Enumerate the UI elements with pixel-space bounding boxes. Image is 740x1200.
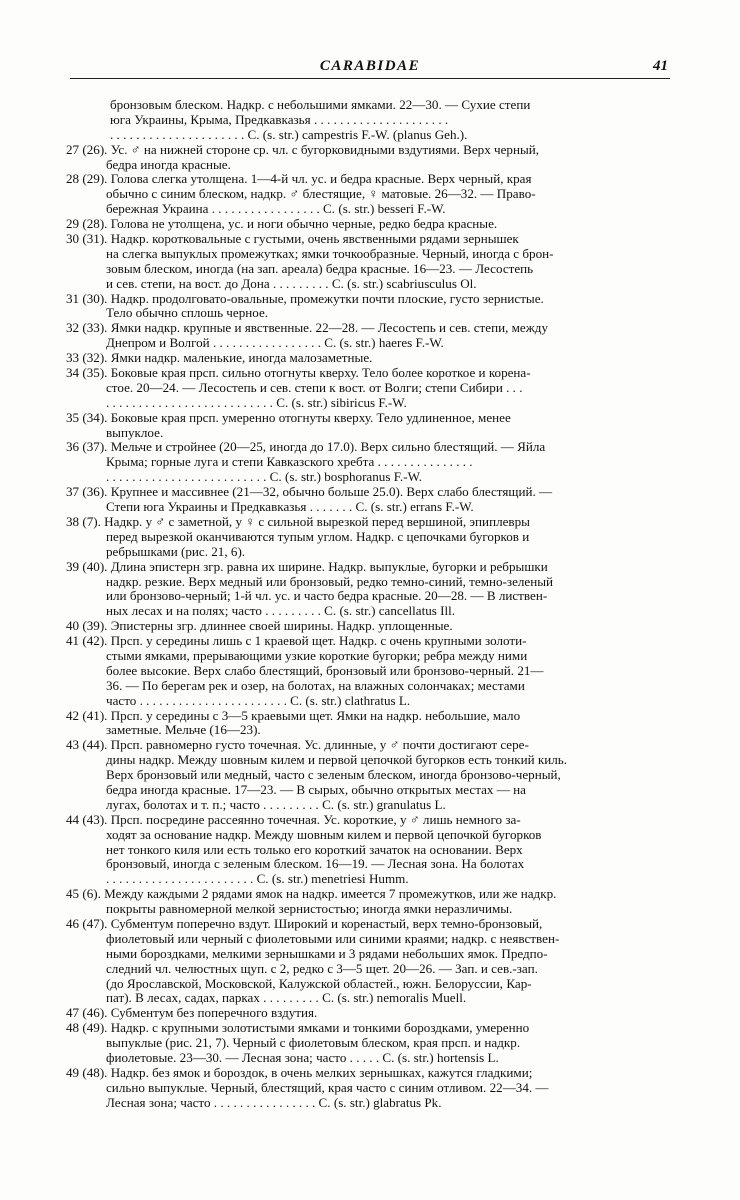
text-line: ных лесах и на полях; часто . . . . . . . . . C. (s. str.) cancellatus Ill.: [106, 604, 456, 619]
text-line: 48 (49). Надкр. с крупными золотистыми ямками и тонкими бороздками, умеренно: [66, 1021, 530, 1036]
text-line: 39 (40). Длина эпистерн згр. равна их ширине. Надкр. выпуклые, бугорки и ребрышки: [66, 559, 548, 574]
text-line: 41 (42). Прсп. у середины лишь с 1 краевой щет. Надкр. с очень крупными золоти-: [66, 634, 527, 649]
text-line: бережная Украина . . . . . . . . . . . . . . . . . C. (s. str.) besseri F.-W.: [106, 202, 446, 217]
text-line: 34 (35). Боковые края прсп. сильно отогнуты кверху. Тело более короткое и корена-: [66, 366, 531, 381]
text-line: Тело обычно сплошь черное.: [106, 306, 269, 321]
text-line: . . . . . . . . . . . . . . . . . . . . . . . C. (s. str.) menetriesi Humm.: [106, 872, 409, 887]
text-line: и сев. степи, на вост. до Дона . . . . . . . . . C. (s. str.) scabriusculus Ol.: [106, 276, 477, 291]
text-line: 29 (28). Голова не утолщена, ус. и ноги обычно черные, редко бедра красные.: [66, 217, 498, 232]
text-line: следний чл. челюстных щуп. с 2, редко с 3—5 щет. 20—26. — Зап. и сев.-зап.: [106, 961, 538, 976]
text-line: нет тонкого киля или есть только его короткий зачаток на основании. Верх: [106, 842, 523, 857]
text-line: заметные. Мельче (16—23).: [106, 723, 261, 738]
text-line: бронзовый, иногда с зеленым блеском. 16—19. — Лесная зона. На болотах: [106, 857, 525, 872]
text-line: 47 (46). Субментум без поперечного вздутия.: [66, 1006, 318, 1021]
text-line: (до Ярославской, Московской, Калужской областей., южн. Белоруссии, Кар-: [106, 976, 532, 991]
text-line: стыми ямками, прерывающими узкие короткие бугорки; ребра между ними: [106, 648, 528, 663]
text-line: фиолетовый или черный с фиолетовыми или синими краями; надкр. с неявствен-: [106, 931, 560, 946]
text-line: выпуклое.: [106, 425, 164, 440]
text-line: 40 (39). Эпистерны згр. длиннее своей ширины. Надкр. уплощенные.: [66, 619, 453, 634]
text-line: 33 (32). Ямки надкр. маленькие, иногда малозаметные.: [66, 351, 373, 366]
text-line: Лесная зона; часто . . . . . . . . . . . . . . . . C. (s. str.) glabratus Pk.: [106, 1095, 442, 1110]
text-line: . . . . . . . . . . . . . . . . . . . . . . . . . C. (s. str.) bosphoranus F.-W.: [106, 470, 422, 485]
text-line: . . . . . . . . . . . . . . . . . . . . . . . . . . C. (s. str.) sibiricus F.-W.: [106, 395, 407, 410]
text-line: на слегка выпуклых промежутках; ямки точкообразные. Черный, иногда с брон-: [106, 246, 554, 261]
text-line: 31 (30). Надкр. продолговато-овальные, промежутки почти плоские, густо зернистые.: [66, 291, 544, 306]
text-line: стое. 20—24. — Лесостепь и сев. степи к вост. от Волги; степи Сибири . . .: [106, 380, 523, 395]
text-line: 49 (48). Надкр. без ямок и бороздок, в очень мелких зернышках, кажутся гладкими;: [66, 1065, 533, 1080]
text-line: пат). В лесах, садах, парках . . . . . . . . . C. (s. str.) nemoralis Muell.: [106, 991, 467, 1006]
text-line: Степи юга Украины и Предкавказья . . . . . . . C. (s. str.) errans F.-W.: [106, 500, 474, 515]
text-line: лугах, болотах и т. п.; часто . . . . . . . . . C. (s. str.) granulatus L.: [106, 797, 446, 812]
text-line: 35 (34). Боковые края прсп. умеренно отогнуты кверху. Тело удлиненное, менее: [66, 410, 511, 425]
text-line: более высокие. Верх слабо блестящий, бронзовый или бронзово-черный. 21—: [106, 663, 544, 678]
text-line: 42 (41). Прсп. у середины с 3—5 краевыми щет. Ямки на надкр. небольшие, мало: [66, 708, 521, 723]
text-line: перед вырезкой оканчиваются тупым углом. Надкр. с цепочками бугорков и: [106, 529, 530, 544]
text-line: бронзовым блеском. Надкр. с небольшими ямками. 22—30. — Сухие степи: [110, 98, 531, 112]
text-line: ребрышками (рис. 21, 6).: [106, 544, 246, 559]
text-line: бедра иногда красные.: [106, 157, 231, 172]
header-rule: [70, 78, 670, 79]
running-title: CARABIDAE: [319, 58, 421, 74]
text-line: 37 (36). Крупнее и массивнее (21—32, обычно больше 25.0). Верх слабо блестящий. —: [66, 485, 553, 500]
text-line: 38 (7). Надкр. у ♂ с заметной, у ♀ с сильной вырезкой перед вершиной, эпиплевры: [66, 514, 530, 529]
key-text-body: [66, 98, 670, 1111]
text-line: 30 (31). Надкр. коротковальные с густыми, очень явственными рядами зернышек: [66, 232, 519, 247]
text-line: ходят за основание надкр. Между шовным килем и первой цепочкой бугорков: [106, 827, 542, 842]
text-line: обычно с синим блеском, надкр. ♂ блестящие, ♀ матовые. 26—32. — Право-: [106, 187, 536, 202]
text-line: Верх бронзовый или медный, часто с зеленым блеском, иногда бронзово-черный,: [106, 768, 561, 783]
text-line: юга Украины, Крыма, Предкавказья . . . . . . . . . . . . . . . . . . . . .: [110, 112, 449, 127]
text-line: часто . . . . . . . . . . . . . . . . . . . . . . . C. (s. str.) clathratus L.: [106, 693, 411, 708]
text-line: 32 (33). Ямки надкр. крупные и явственные. 22—28. — Лесостепь и сев. степи, между: [66, 321, 548, 336]
text-line: 36 (37). Мельче и стройнее (20—25, иногда до 17.0). Верх сильно блестящий. — Яйла: [66, 440, 546, 455]
text-line: 43 (44). Прсп. равномерно густо точечная. Ус. длинные, у ♂ почти достигают сере-: [66, 738, 529, 753]
text-line: зовым блеском, иногда (на зап. ареала) бедра красные. 16—23. — Лесостепь: [106, 261, 534, 276]
running-header: [70, 58, 670, 78]
text-line: Крыма; горные луга и степи Кавказского хребта . . . . . . . . . . . . . . .: [106, 455, 473, 470]
text-line: надкр. резкие. Верх медный или бронзовый, редко темно-синий, темно-зеленый: [106, 574, 554, 589]
text-line: ными бороздками, мелкими зернышками и 3 рядами небольших ямок. Предпо-: [106, 946, 548, 961]
text-line: или бронзово-черный; 1-й чл. ус. и часто бедра красные. 20—28. — В листвен-: [106, 589, 548, 604]
text-line: 45 (6). Между каждыми 2 рядами ямок на надкр. имеется 7 промежутков, или же надкр.: [66, 887, 557, 902]
text-line: 28 (29). Голова слегка утолщена. 1—4-й чл. ус. и бедра красные. Верх черный, края: [66, 172, 532, 187]
text-line: Днепром и Волгой . . . . . . . . . . . . . . . . . C. (s. str.) haeres F.-W.: [106, 336, 444, 351]
page-number: 41: [653, 58, 668, 74]
text-line: . . . . . . . . . . . . . . . . . . . . . C. (s. str.) campestris F.-W. (planus Geh.).: [110, 127, 468, 142]
text-line: 44 (43). Прсп. посредине рассеянно точечная. Ус. короткие, у ♂ лишь немного за-: [66, 812, 521, 827]
text-line: 46 (47). Субментум поперечно вздут. Широкий и коренастый, верх темно-бронзовый,: [66, 916, 543, 931]
text-line: фиолетовые. 23—30. — Лесная зона; часто . . . . . C. (s. str.) hortensis L.: [106, 1051, 499, 1065]
text-line: 36. — По берегам рек и озер, на болотах, на влажных солончаках; местами: [106, 678, 525, 693]
text-line: выпуклые (рис. 21, 7). Черный с фиолетовым блеском, края прсп. и надкр.: [106, 1036, 521, 1051]
text-line: 27 (26). Ус. ♂ на нижней стороне ср. чл. с бугорковидными вздутиями. Верх черный,: [66, 142, 540, 157]
text-line: покрыты равномерной мелкой зернистостью; иногда ямки неразличимы.: [106, 902, 513, 917]
text-line: сильно выпуклые. Черный, блестящий, края часто с синим отливом. 22—34. —: [106, 1080, 549, 1095]
text-line: бедра иногда красные. 17—23. — В сырых, обычно открытых местах — на: [106, 782, 526, 797]
text-line: дины надкр. Между шовным килем и первой цепочкой бугорков есть тонкий киль.: [106, 753, 568, 768]
